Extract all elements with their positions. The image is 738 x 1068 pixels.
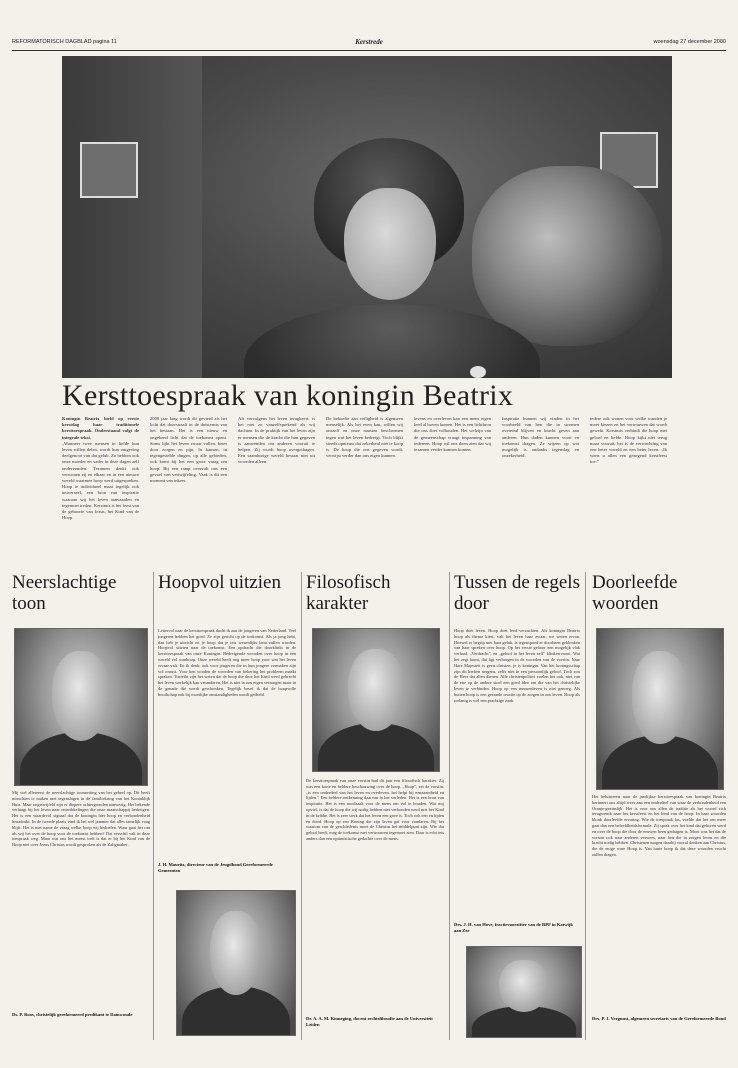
photo-head: [210, 911, 262, 995]
article-headline: Kersttoespraak van koningin Beatrix: [62, 379, 514, 412]
portrait-photo-kinneging: [312, 628, 440, 772]
speech-column-3: Als vervolgens het leven terugkeert, is het niet zo vanzelfsprekend als wij dachten. In de praktijk van het leven zijn er mensen die de kracht die hun gegeven is aanwenden om anderen vooruit te helpen. Zij wordt hoop overgedragen. Een saamhorige wereld bestaat niet uit woorden alleen.: [238, 416, 315, 465]
section-hoopvol-uitzien: [158, 572, 296, 1042]
speech-column-7: iedere ook wonen voor welke wanden je moet kiezen en het vertrouwen dat wordt gewekt. Kerstmis verbindt die hoop met geloof en liefde. Hoop kijkt niet terug maar vooruit, het is de verwachting van een beter wereld en een beter leven. „Ik wens u allen een gezegend kerstfeest toe.”: [590, 416, 667, 465]
portrait-photo-vergunst: [596, 628, 724, 790]
portrait-photo-mauritz: [176, 890, 296, 1036]
column-divider: [449, 572, 450, 1040]
speech-column-2: 2000 jaar lang wordt dit gevierd als het licht dat doorstraalt in de duisternis van het bestaan. Het is een nieuw en ongekend licht dat de toekomst opent. Soms lijkt het leven zwaar vallen, beter door zorgen en pijn. In kansen, in tegengestelde dingen, op alle gebieden, ook komt bij het een grote vraag om hoop. Bij een ramp overvalt ons een gevoel van vertwijfeling. Vaak is dit een moment van inkeer.: [150, 416, 227, 484]
section-title: Filosofisch karakter: [306, 572, 391, 614]
speech-column-5: levens en overleven kan een mens eigen leed al boven komen. Het is een lichtbron die ons doet volhouden. Het welzijn van de gemeenschap vraagt inspanning van iedereen. Hoop wil ons doen zien dat wij tezamen verder kunnen komen.: [414, 416, 491, 453]
portrait-face: [344, 188, 436, 300]
speech-lead: Koningin Beatrix hield op eerste kerstdag haar traditionele kersttoespraak. Onderstaand volgt de integrale tekst.: [62, 416, 139, 440]
section-doorleefde-woorden: [592, 572, 726, 1042]
speech-column-4: De behoefte aan veiligheid is algemeen menselijk. Als het even kan, willen wij onszelf en onze naasten beschermen tegen wat het leven bedreigt. Toch blijkt steeds opnieuw dat zekerheid niet te koop is. De hoop die ons gegeven wordt, verwijst verder dan ons eigen kunnen.: [326, 416, 403, 459]
section-tussen-de-regels-door: [454, 572, 592, 1042]
photo-head: [499, 960, 549, 1012]
wall-ornament-left: [80, 142, 138, 198]
section-title: Tussen de regels door: [454, 572, 580, 614]
photo-head: [52, 651, 110, 741]
section-title: Doorleefde woorden: [592, 572, 678, 614]
portrait-photo-roos: [14, 628, 148, 786]
section-caption: Drs. J. H. van Hove, fractievoorzitter van de RPF in Katwijk aan Zee: [454, 922, 573, 933]
column-divider: [585, 572, 586, 1040]
photo-head: [632, 651, 687, 744]
section-body: Lettervol naar de kersttoespraak dacht ik aan de jongeren van Nederland. Veel jongeren hebben het goed. Ze zijn gericht op de toekomst. Als ja jong hebt, dan heb je uitzicht en je hoop dat je iets wezenlijks bent zullen worden. Hoopvol uitzien naar de toekomst. Een opdracht die doorklinkt in de kersttoespraak van onze Koningin. Bedreigende woorden over hoop in een wereld vol wanhoop. Onze wereld heeft nog meer hoop voor wat het leven ervaar valt. En ik denk: ook voor jongeren die in hun jongere vermaken zijn vol onrust. Voor hen worden de woorden van bekering het probleem maakt spraken. Toereikt zijn het weten dat de hoop die door het Kind werd gebracht het leven werkelijk kan veranderen. Het is niet in ons eigen vermogen maar in de genade die wordt geschonken. Tegelijk besef ik dat de hoopvolle boodschap ook bij moeilijke omstandigheden wordt gedeeld.: [158, 628, 296, 697]
portrait-photo-van-hove: [466, 946, 582, 1038]
column-divider: [153, 572, 154, 1040]
speech-column-1-text: „Wanneer twee mensen in liefde hun leven willen delen, wordt hun omgeving deelgenoot van dat geluk. Zo hebben ook onze moeder en vader in deze dagen zelf ondervonden. Tezamen denkt ook verwonen zij en elkaar en in een nieuwe wereld waarmee hoop werd uitgespreken. Hoop te individueel maar tegelijk ook universeel, een bron van inspiratie waaraan wij het leven aanvaarden en tegemoet treden. Kerstmis is het feest van de geboorte van Jezus, het Kind van de Hoop.: [62, 440, 139, 521]
flower-arrangement: [472, 166, 662, 346]
section-body: Het beluisteren naar de jaarlijkse kersttoespraak van koningin Beatrix herinnert ons altijd weer aan een onderdeel van waar de verbondenheid een Oranje-gezinslijk. Het is voor ons allen de traditie als het woord zich terugwendt naar het kerstfeest en het kind van de hoop. In haar woorden klonk doorleefde ervaring. Wie de toespraak las, voelde dat het om meer gaat dan een beleefdheidsformule. Zij sprak over het kind dat geboren werd en over de hoop die door de eeuwen heen gedragen is. Mooi was het dat de vorstin ook naar anderen verwees, naar hen die in zorgen leven en die kracht nodig hebben. Christenen mogen daarbij vooral denken aan Christus, die de enige ware Hoop is. Van harte hoop ik dat deze woorden vrucht zullen dragen.: [592, 794, 726, 857]
hero-wall: [62, 56, 202, 378]
section-caption: Drs. P. J. Vergunst, algemeen secretaris van de Gereformeerde Bond: [592, 1016, 726, 1021]
section-body: De kersttoespraak van onze vorstin had dit jaar een filosofisch karakter. Zij was een korte en heldere beschouwing over de hoop. „Hoop”, zei de vorstin, „is een onderdeel van het leven en overleven, het helpt bij eenzaamheid en lijden.” Een heldere ontkenning daarvan in het verleden. Het is een bron van inspiratie. Het is een noodzaak voor de mens om vol te houden. Wat mij opviel, is dat de hoop die wij nodig hebben niet verbonden werd met het Kind in de kribbe. Het is zeer sterk dat het leven een gave is. Toch ook een en lijden en dood. Hoop op een Koning die zijn leven gaf voor zondaren. Bij het waarom van de geschiedenis moet de Christus het middelpunt zijn. Wie dat geloof heeft, mag de toekomst met vertrouwen tegemoet zien. Daar is echt iets anders dan een optimistische gedachte over de mens.: [306, 778, 444, 841]
header-newspaper-page: REFORMATORISCH DAGBLAD pagina 11: [12, 39, 117, 45]
section-caption: J. H. Mauritz, directeur van de Jeugdbond Gereformeerde Gemeenten: [158, 862, 273, 873]
page-header: [12, 36, 726, 51]
portrait-brooch: [470, 366, 486, 378]
speech-text: [62, 416, 672, 551]
section-title: Hoopvol uitzien: [158, 572, 281, 593]
section-body: Mij viel allereerst de neerslachtige toonzetting van het geheel op. Dit heeft misschien te maken met tegenslagen in de familiekring van het Koninklijk Huis. Maar ongetwijfeld zijn er diepere achtergronden aanwezig. Het bekende verlangt bij het leven naar ontwikkelingen die onze maatschappij bedreigen. Het is een waardevol signaal dat de koningin hier hoop en verbondenheid benadrukt. In de tweede plaats vind ik het wel jammer dat alles tamelijk vaag blijft. Het is met name de vraag welke hoop wij bedoelen. Waar gaat het om als wij het over de hoop voor de toekomst hebben? Dat verschil valt in deze toespraak weg. Maar wat ons het meest treft is dat er bij het Kind van de Hoop niet over Jezus Christus wordt gesproken als de Zaligmaker.: [12, 790, 150, 848]
speech-column-6: Inspiratie kunnen wij vinden in het voorbeeld van hen die in stormen overeind blijven en kracht geven aan anderen. Hun daden kunnen voort en toekomst dragen. Ze wijzen op wat mogelijk is ondanks tegenslag en onzekerheid.: [502, 416, 579, 459]
column-divider: [301, 572, 302, 1040]
hero-photo-queen: [62, 56, 672, 378]
section-neerslachtige-toon: [12, 572, 150, 1042]
header-section-title: Kerstrede: [355, 38, 383, 46]
speech-column-1: [62, 416, 139, 551]
photo-head: [348, 649, 403, 731]
section-caption: Ds. P. Roos, christelijk gereformeerd predikant te Damwoude: [12, 1012, 133, 1017]
section-caption: Dr. A. A. M. Kinneging, docent rechtsfilosofie aan de Universiteit Leiden: [306, 1016, 433, 1027]
header-date: woensdag 27 december 2000: [653, 39, 726, 45]
section-body: Hoop doet leven. Hoop doet leed verzachten. Als koningin Beatrix hoop als thema kiest, valt het leven haar zwaar, we weten ervan. Hoewel er begrip met haar geluk, is tegenspoed er doorheen geklonken van haar spreken over hoop. Op het eerste gehoor een mogelijk vlak verhaal. „Verdracht”, en „geloof in het leven zelf” klinken mooi. Wat het zegt komt, dat ligt verborgen in de woorden van de vorstin. Naar Hare Majesteit is geen christen, je is koningin. Van het koningsschap zijn dit kerken nergens, zelfs niet in een persoonlijk geloof. Toch zou de Heer dat allen dienen. Alle christenpolitici voelen het ook, niet van de ene op de andere stoel een goed idee om die van het christelijke leven te verbinden. Hoop op een mensenleven is niet genoeg. Als buiten hoop is een gezonde reactie op de zorgen in ons leven. Hoop als zodanig is wel een prachtige zaak.: [454, 628, 580, 703]
section-filosofisch-karakter: [306, 572, 444, 1042]
section-title: Neerslachtige toon: [12, 572, 117, 614]
